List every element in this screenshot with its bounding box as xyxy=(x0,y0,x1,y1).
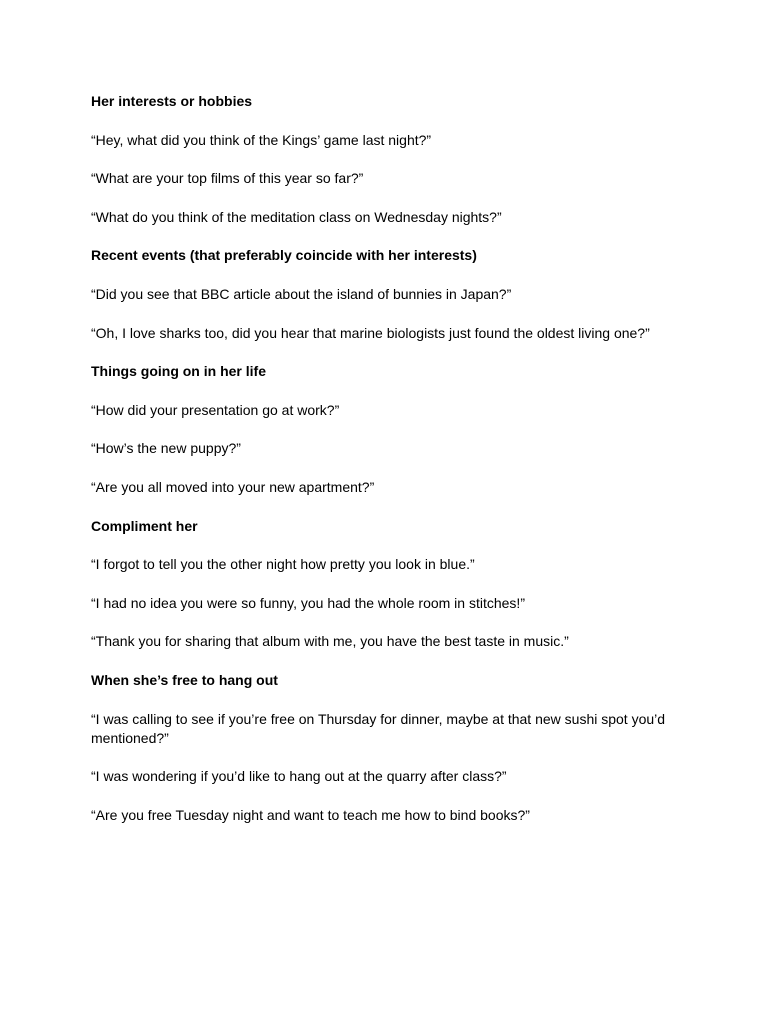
section-heading: Her interests or hobbies xyxy=(91,93,253,109)
quote-line: “I forgot to tell you the other night how pretty you look in blue.” xyxy=(91,556,475,573)
quote-line: “Hey, what did you think of the Kings’ game last night?” xyxy=(91,131,432,148)
quote-line: “I was calling to see if you’re free on Thursday for dinner, maybe at that new sushi spot you’d mentioned?” xyxy=(91,710,666,746)
quote-line: “Did you see that BBC article about the island of bunnies in Japan?” xyxy=(91,285,512,302)
quote-line: “I was wondering if you’d like to hang out at the quarry after class?” xyxy=(91,768,507,785)
quote-line: “How’s the new puppy?” xyxy=(91,440,241,457)
quote-line: “Oh, I love sharks too, did you hear that marine biologists just found the oldest living one?” xyxy=(91,324,650,341)
section-heading: Compliment her xyxy=(91,517,198,534)
section-interests-hobbies xyxy=(91,92,681,227)
section-compliment-her xyxy=(91,517,681,652)
quote-line: “How did your presentation go at work?” xyxy=(91,401,340,418)
quote-line: “What are your top films of this year so far?” xyxy=(91,170,364,187)
quote-line: “Are you free Tuesday night and want to teach me how to bind books?” xyxy=(91,806,530,823)
section-heading: Recent events (that preferably coincide with her interests) xyxy=(91,247,477,264)
section-things-going-on xyxy=(91,362,681,497)
quote-line: “Thank you for sharing that album with me, you have the best taste in music.” xyxy=(91,633,569,650)
section-free-to-hang-out xyxy=(91,671,681,825)
section-heading: When she’s free to hang out xyxy=(91,671,278,688)
quote-line: “I had no idea you were so funny, you had the whole room in stitches!” xyxy=(91,594,525,611)
section-recent-events xyxy=(91,246,681,342)
document-body xyxy=(91,92,681,844)
section-heading: Things going on in her life xyxy=(91,363,266,380)
quote-line: “What do you think of the meditation class on Wednesday nights?” xyxy=(91,208,502,225)
quote-line: “Are you all moved into your new apartment?” xyxy=(91,478,375,495)
